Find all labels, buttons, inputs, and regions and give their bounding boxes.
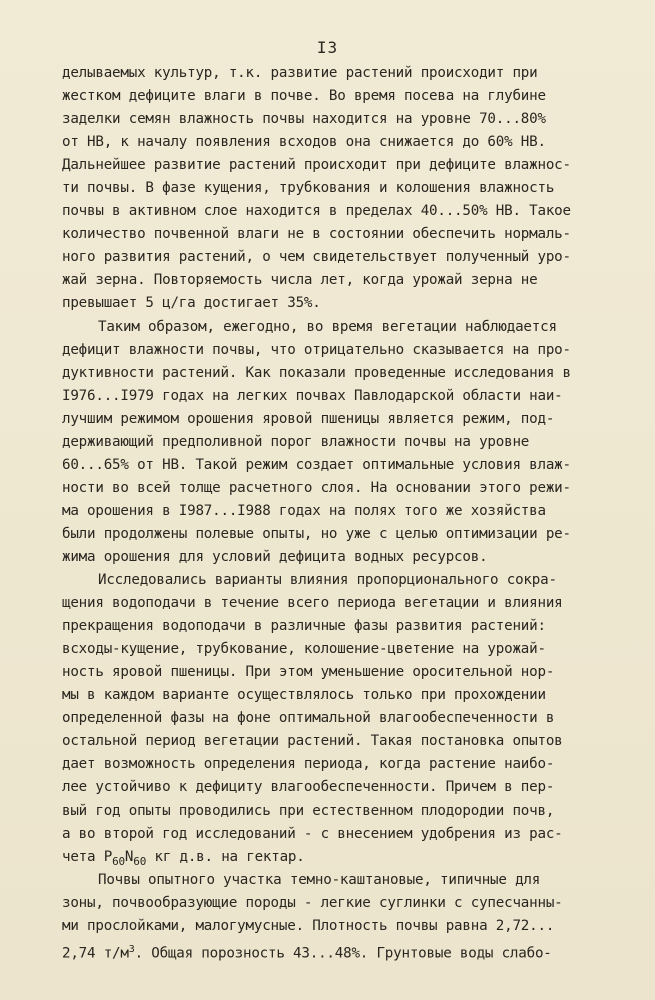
text-line: Таким образом, ежегодно, во время вегетации наблюдается <box>98 318 557 335</box>
text-line: ности во всей толще расчетного слоя. На основании этого режи- <box>62 479 571 496</box>
phosphorus-dose: 60 <box>112 854 125 868</box>
text-line: превышает 5 ц/га достигает 35%. <box>62 295 321 312</box>
text-line: ма орошения в I987...I988 годах на полях того же хозяйства <box>62 502 546 519</box>
text-line: ность яровой пшеницы. При этом уменьшение оросительной нор- <box>62 664 555 681</box>
text-line: вый год опыты проводились при естественном плодородии почв, <box>62 802 555 819</box>
formula-prefix: чета <box>62 848 104 865</box>
nitrogen-symbol: N <box>124 848 134 865</box>
text-line: жима орошения для условий дефицита водных ресурсов. <box>62 548 488 565</box>
text-line: жай зерна. Повторяемость числа лет, когда урожай зерна не <box>62 272 538 289</box>
text-line: Почвы опытного участка темно-каштановые, типичные для <box>98 871 541 888</box>
text-line: зоны, почвообразующие породы - легкие суглинки с супесчанны- <box>62 894 563 911</box>
body-text <box>62 62 622 961</box>
text-line: прекращения водоподачи в различные фазы развития растений: <box>62 618 546 635</box>
text-line: ти почвы. В фазе кущения, трубкования и колошения влажность <box>62 180 555 197</box>
text-line: мы в каждом варианте осуществлялось только при прохождении <box>62 687 546 704</box>
text-line: а во второй год исследований - с внесением удобрения из рас- <box>62 825 563 842</box>
text-line: Исследовались варианты влияния пропорционального сокра- <box>98 572 557 589</box>
text-line: делываемых культур, т.к. развитие растений происходит при <box>62 65 538 81</box>
cubic-superscript: 3 <box>128 943 135 955</box>
text-line: лее устойчиво к дефициту влагообеспеченности. Причем в пер- <box>62 779 555 796</box>
text-line: ми прослойками, малогумусные. Плотность почвы равна 2,72... <box>62 917 555 934</box>
text-line: дуктивности растений. Как показали проведенные исследования в <box>62 364 571 381</box>
text-line: определенной фазы на фоне оптимальной влагообеспеченности в <box>62 710 555 727</box>
text-line: 60...65% от НВ. Такой режим создает оптимальные условия влаж- <box>62 456 571 473</box>
text-line: Дальнейшее развитие растений происходит при дефиците влажнос- <box>62 157 571 174</box>
text-line: почвы в активном слое находится в пределах 40...50% НВ. Такое <box>62 203 571 220</box>
final-line-end: . Общая порозность 43...48%. Грунтовые воды слабо- <box>134 945 552 962</box>
text-line: лучшим режимом орошения яровой пшеницы является режим, под- <box>62 410 555 427</box>
text-line: I976...I979 годах на легких почвах Павлодарской области наи- <box>62 387 563 404</box>
final-line <box>62 938 622 961</box>
text-line: остальной период вегетации растений. Такая постановка опытов <box>62 733 563 750</box>
text-line: от НВ, к началу появления всходов она снижается до 60% НВ. <box>62 134 546 151</box>
text-line: дает возможность определения периода, когда растение наибо- <box>62 756 555 773</box>
text-line: жестком дефиците влаги в почве. Во время посева на глубине <box>62 88 546 105</box>
text-line: ного развития растений, о чем свидетельствует полученный уро- <box>62 249 571 266</box>
text-line: были продолжены полевые опыты, но уже с целью оптимизации ре- <box>62 525 571 542</box>
text-line: дефицит влажности почвы, что отрицательно сказывается на про- <box>62 341 571 358</box>
final-line-start: 2,74 т/м <box>62 945 129 962</box>
formula-line <box>62 846 622 869</box>
paragraph-lines <box>62 62 622 846</box>
text-line: количество почвенной влаги не в состоянии обеспечить нормаль- <box>62 226 571 243</box>
page-number: I3 <box>316 38 339 57</box>
text-line: всходы-кущение, трубкование, колошение-цветение на урожай- <box>62 641 546 658</box>
nitrogen-dose: 60 <box>133 854 147 868</box>
text-line: заделки семян влажность почвы находится на уровне 70...80% <box>62 111 546 128</box>
phosphorus-symbol: P <box>103 848 113 865</box>
text-line: щения водоподачи в течение всего периода вегетации и влияния <box>62 595 563 612</box>
text-line: держивающий предполивной порог влажности почвы на уровне <box>62 433 530 450</box>
formula-suffix: кг д.в. на гектар. <box>146 848 305 865</box>
paragraph-lines-after <box>62 869 622 938</box>
